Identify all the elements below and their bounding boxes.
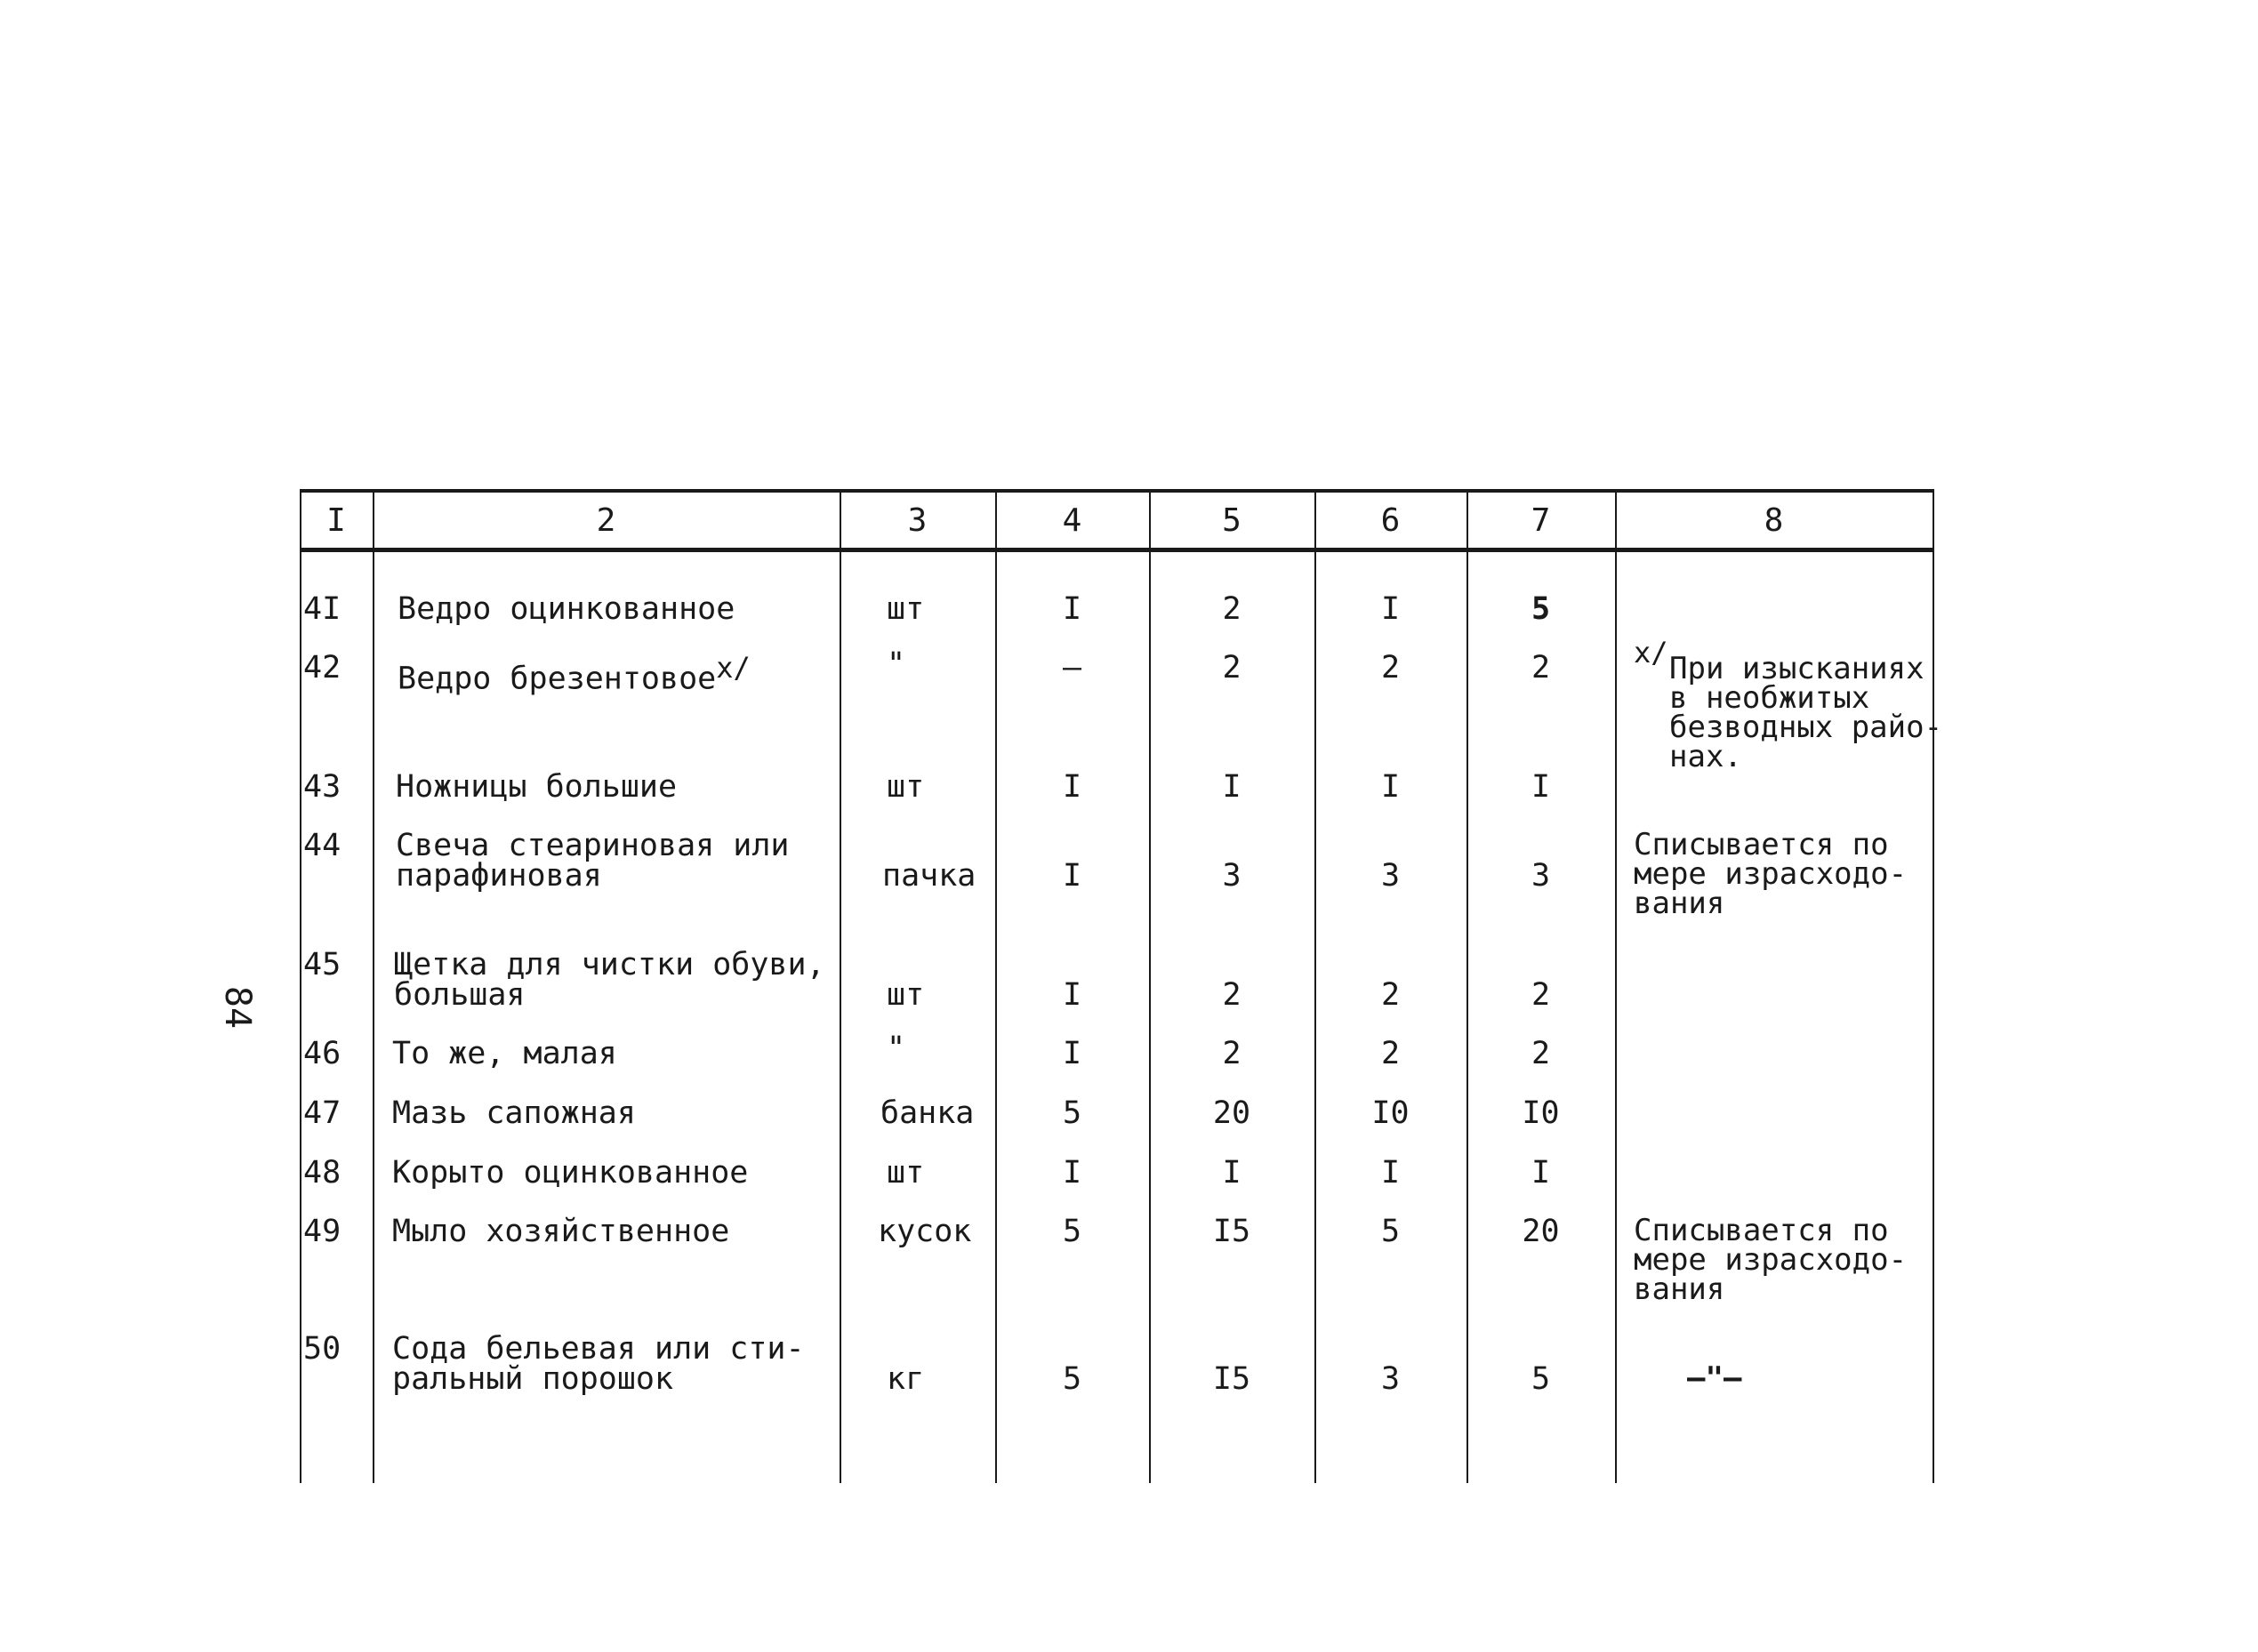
column-header: 2 <box>596 502 616 539</box>
quantity-col7: 3 <box>1531 858 1551 894</box>
quantity-col4: – <box>1062 650 1082 686</box>
header-bottom-rule <box>300 548 1934 552</box>
item-name: То же, малая <box>392 1036 617 1071</box>
quantity-col5: 2 <box>1222 1036 1241 1071</box>
column-header: 7 <box>1531 502 1551 539</box>
quantity-col4: I <box>1062 769 1082 805</box>
column-divider <box>1615 489 1617 1483</box>
writeoff-note: Списывается по мере израсходо- вания <box>1634 1213 1908 1307</box>
quantity-col7: I <box>1531 1155 1551 1191</box>
item-unit: " <box>887 646 906 682</box>
quantity-col7: 5 <box>1531 1361 1551 1397</box>
row-number: 47 <box>303 1095 342 1131</box>
row-number: 42 <box>303 650 342 686</box>
item-unit: шт <box>887 977 925 1013</box>
supply-table <box>300 489 1943 1483</box>
column-header: 5 <box>1222 502 1241 539</box>
quantity-col6: 5 <box>1380 1214 1401 1249</box>
column-divider <box>840 489 841 1483</box>
column-divider <box>1933 489 1934 1483</box>
quantity-col5: I <box>1222 1155 1241 1191</box>
item-name <box>398 651 751 697</box>
writeoff-note: Списывается по мере израсходо- вания <box>1634 827 1908 921</box>
item-name: Мазь сапожная <box>392 1095 636 1131</box>
item-name: Свеча стеариновая или парафиновая <box>396 828 790 894</box>
column-divider <box>373 489 374 1483</box>
item-name-text: Ведро брезентовое <box>398 661 717 697</box>
footnote-marker: x/ <box>1634 636 1668 670</box>
row-number: 49 <box>303 1214 342 1249</box>
item-name: Ножницы большие <box>396 769 678 805</box>
quantity-col4: 5 <box>1062 1095 1082 1131</box>
row-number: 50 <box>303 1331 342 1367</box>
quantity-col5: I <box>1222 769 1241 805</box>
footnote-marker: x/ <box>716 651 751 685</box>
item-name: Щетка для чистки обуви, большая <box>394 947 825 1013</box>
item-unit: шт <box>887 769 925 805</box>
item-name: Мыло хозяйственное <box>392 1214 730 1249</box>
quantity-col6: I0 <box>1371 1095 1410 1131</box>
quantity-col7: 2 <box>1531 650 1551 686</box>
item-unit: кусок <box>878 1214 972 1249</box>
quantity-col5: 3 <box>1222 858 1241 894</box>
row-number: 43 <box>303 769 342 805</box>
quantity-col5: 2 <box>1222 650 1241 686</box>
row-number: 45 <box>303 947 342 982</box>
quantity-col7: I0 <box>1522 1095 1560 1131</box>
quantity-col7: 2 <box>1531 977 1551 1013</box>
item-unit: шт <box>887 591 925 627</box>
item-name: Сода бельевая или сти- ральный порошок <box>392 1331 805 1397</box>
quantity-col6: 3 <box>1380 858 1401 894</box>
item-name: Ведро оцинкованное <box>398 591 735 627</box>
quantity-col6: I <box>1380 1155 1401 1191</box>
quantity-col6: 2 <box>1380 1036 1401 1071</box>
row-number: 46 <box>303 1036 342 1071</box>
ditto-mark: –"– <box>1687 1360 1742 1396</box>
page-number: 84 <box>217 985 258 1030</box>
quantity-col4: I <box>1062 1036 1082 1071</box>
column-header: 6 <box>1380 502 1401 539</box>
item-unit: пачка <box>882 858 976 894</box>
column-header: I <box>326 502 346 539</box>
item-unit: банка <box>880 1095 975 1131</box>
quantity-col4: I <box>1062 1155 1082 1191</box>
quantity-col5: 20 <box>1212 1095 1251 1131</box>
quantity-col4: I <box>1062 977 1082 1013</box>
quantity-col5: I5 <box>1212 1214 1251 1249</box>
item-unit: кг <box>887 1361 925 1397</box>
quantity-col4: I <box>1062 858 1082 894</box>
column-header: 8 <box>1764 502 1784 539</box>
quantity-col5: 2 <box>1222 591 1241 627</box>
column-header: 3 <box>907 502 928 539</box>
row-number: 4I <box>303 591 342 627</box>
item-unit: шт <box>887 1155 925 1191</box>
row-number: 48 <box>303 1155 342 1191</box>
row-number: 44 <box>303 828 342 863</box>
quantity-col7: 20 <box>1522 1214 1560 1249</box>
column-divider <box>300 489 301 1483</box>
quantity-col6: 2 <box>1380 650 1401 686</box>
quantity-col4: I <box>1062 591 1082 627</box>
quantity-col5: 2 <box>1222 977 1241 1013</box>
quantity-col6: I <box>1380 591 1401 627</box>
item-name: Корыто оцинкованное <box>392 1155 749 1191</box>
item-unit: " <box>887 1030 906 1066</box>
quantity-col7: I <box>1531 769 1551 805</box>
quantity-col6: I <box>1380 769 1401 805</box>
quantity-col6: 2 <box>1380 977 1401 1013</box>
quantity-col6: 3 <box>1380 1361 1401 1397</box>
quantity-col7: 2 <box>1531 1036 1551 1071</box>
quantity-col4: 5 <box>1062 1361 1082 1397</box>
quantity-col4: 5 <box>1062 1214 1082 1249</box>
column-header: 4 <box>1062 502 1082 539</box>
footnote-text: При изысканиях в необжитых безводных райо- нах. <box>1669 651 1943 774</box>
quantity-col7: 5 <box>1531 591 1551 627</box>
table-top-rule <box>300 489 1934 493</box>
quantity-col5: I5 <box>1212 1361 1251 1397</box>
